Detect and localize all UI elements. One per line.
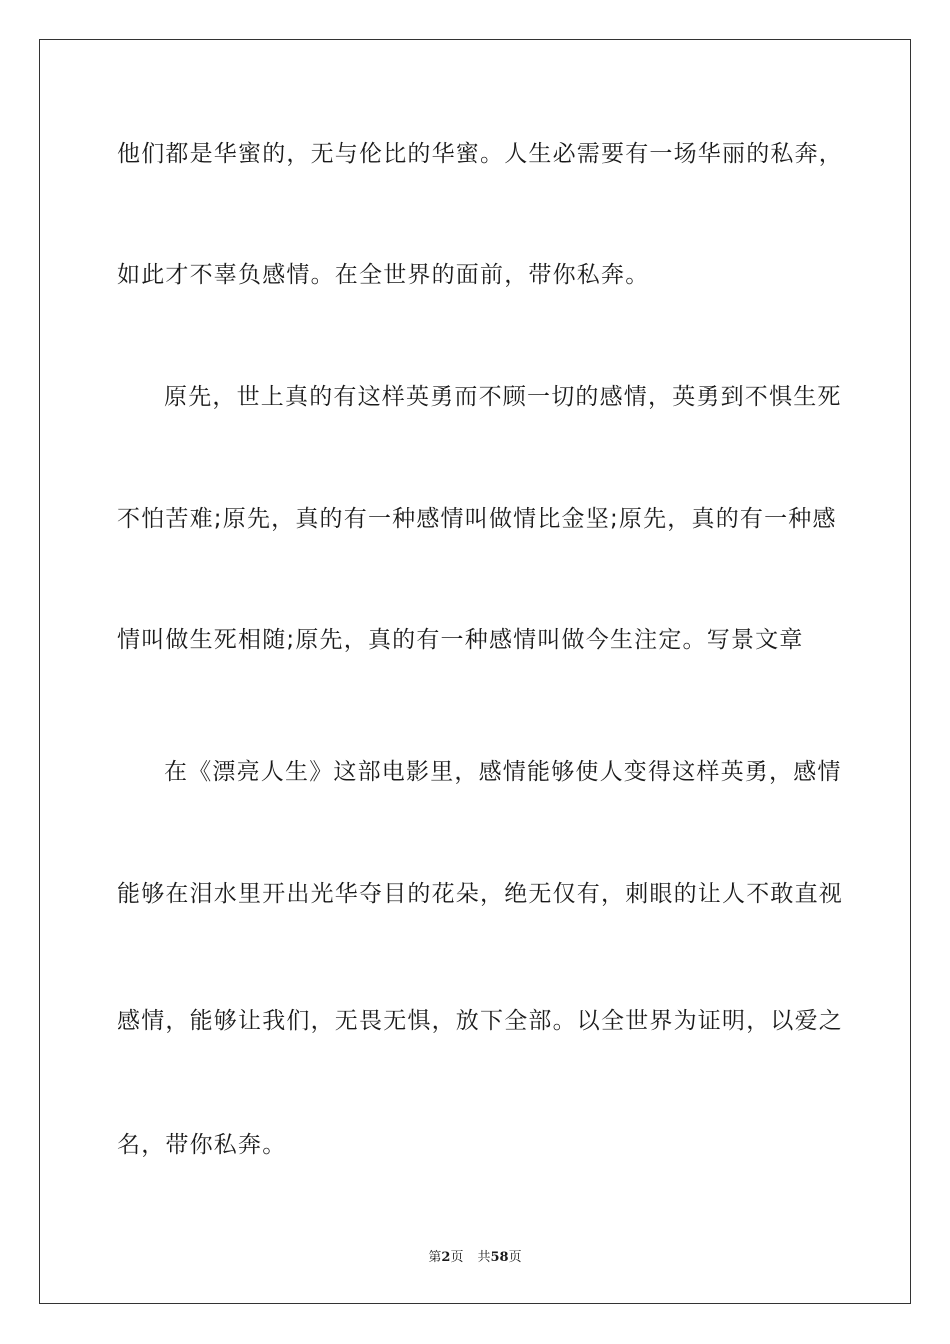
paragraph-1-line-2: 如此才不辜负感情。在全世界的面前，带你私奔。 [117,262,650,288]
paragraph-2-line-1: 原先，世上真的有这样英勇而不顾一切的感情，英勇到不惧生死 [164,384,842,410]
total-suffix: 页 [508,1250,522,1265]
total-pages: 58 [490,1250,509,1265]
paragraph-3-line-4: 名，带你私奔。 [117,1132,287,1158]
page-suffix: 页 [450,1250,464,1265]
paragraph-2-line-2: 不怕苦难;原先，真的有一种感情叫做情比金坚;原先，真的有一种感 [117,506,837,532]
paragraph-3-line-3: 感情，能够让我们，无畏无惧，放下全部。以全世界为证明，以爱之 [117,1008,843,1034]
paragraph-1-line-1: 他们都是华蜜的，无与伦比的华蜜。人生必需要有一场华丽的私奔， [117,141,843,167]
paragraph-2-line-3: 情叫做生死相随;原先，真的有一种感情叫做今生注定。写景文章 [117,627,804,653]
paragraph-3-line-2: 能够在泪水里开出光华夺目的花朵，绝无仅有，刺眼的让人不敢直视 [117,881,843,907]
page-footer [0,1246,950,1265]
page-border [39,39,911,1304]
page-number: 2 [441,1250,451,1265]
page-prefix: 第 [428,1250,442,1265]
paragraph-3-line-1: 在《漂亮人生》这部电影里，感情能够使人变得这样英勇，感情 [164,759,842,785]
total-prefix: 共 [477,1250,491,1265]
